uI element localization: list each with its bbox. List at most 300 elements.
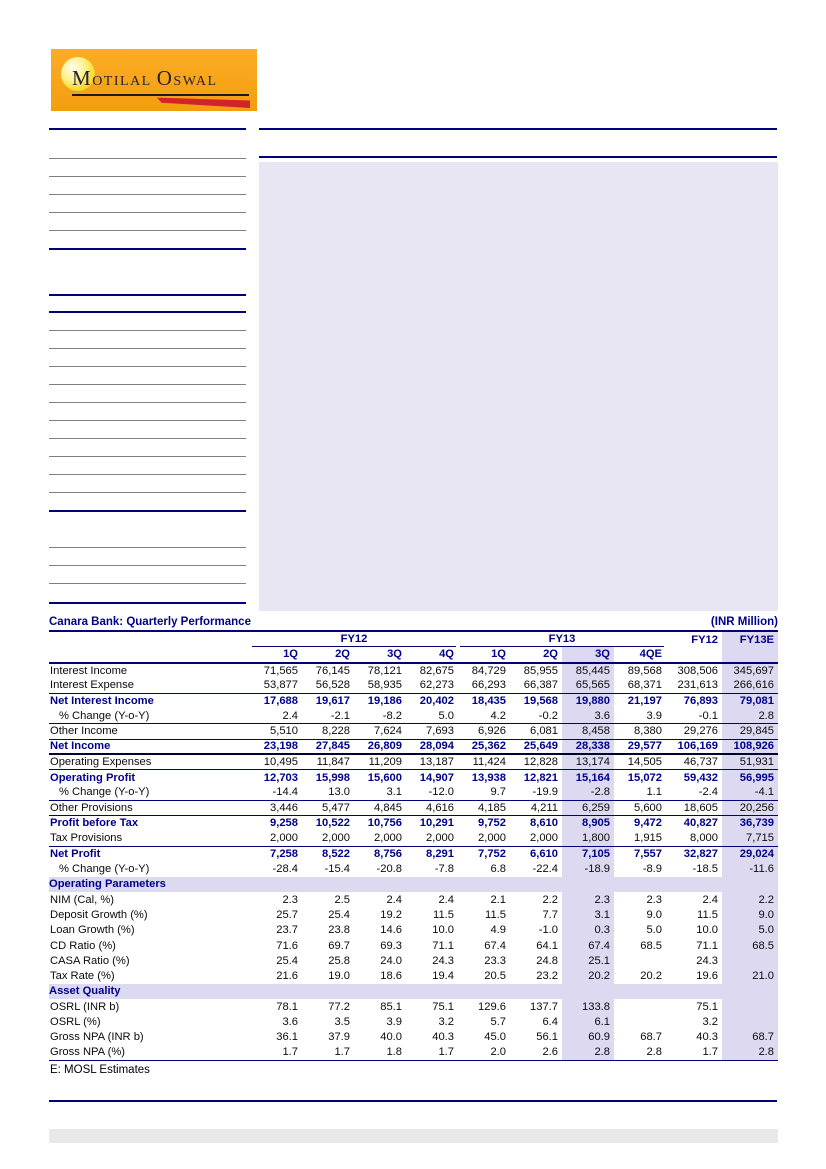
value-cell: 76,893 [683, 695, 718, 708]
value-cell: 6,081 [510, 724, 562, 739]
row-label: CD Ratio (%) [50, 939, 116, 952]
value-cell: 24.3 [432, 954, 454, 967]
value-cell: 14,505 [614, 754, 666, 769]
value-cell: 58,935 [354, 678, 406, 693]
value-cell: 78.1 [276, 1000, 298, 1013]
row-label: Other Income [49, 724, 250, 739]
value-cell: 23.3 [484, 954, 506, 967]
value-cell: 5,600 [614, 800, 666, 815]
value-cell: 29,276 [666, 724, 722, 739]
redacted-text-line [49, 565, 246, 566]
section-header-label: Asset Quality [49, 984, 778, 999]
value-cell: 23.8 [328, 924, 350, 937]
value-cell: 4.2 [458, 708, 510, 723]
table-row [49, 739, 778, 754]
row-label: Net Interest Income [50, 695, 154, 708]
row-label: CASA Ratio (%) [50, 954, 130, 967]
value-cell: -8.9 [642, 863, 662, 876]
redacted-rule-navy [49, 248, 246, 250]
value-cell: 77.2 [328, 1000, 350, 1013]
value-cell: 18,435 [471, 695, 506, 708]
table-row [49, 816, 778, 831]
quarter-column-header: 1Q [458, 647, 510, 662]
value-cell: 6.8 [490, 863, 506, 876]
logo-letters: SWAL [173, 74, 218, 89]
value-cell: 12,828 [510, 754, 562, 769]
value-cell: 2.8 [722, 708, 778, 723]
section-header-label: Operating Parameters [49, 877, 778, 892]
value-cell: 19,880 [562, 693, 614, 708]
value-cell: 15,998 [315, 771, 350, 784]
value-cell: 137.7 [530, 1000, 558, 1013]
redacted-text-line [49, 583, 246, 584]
value-cell: 9,258 [270, 817, 298, 830]
value-cell: -4.1 [722, 785, 778, 800]
logo-letter: M [72, 66, 93, 90]
value-cell: 79,081 [722, 693, 778, 708]
value-cell: 23,198 [250, 739, 302, 754]
table-row [49, 785, 778, 800]
logo-brand-text [72, 65, 250, 95]
redacted-rule-navy [49, 294, 246, 296]
table-row [49, 1014, 778, 1029]
value-cell: 24.8 [536, 954, 558, 967]
row-label: Net Profit [50, 848, 101, 861]
value-cell: 3.1 [354, 785, 406, 800]
redacted-text-line [49, 456, 246, 457]
table-row [49, 663, 778, 678]
value-cell: 36.1 [276, 1031, 298, 1044]
value-cell: 89,568 [627, 664, 662, 677]
value-cell: 7,557 [634, 848, 662, 861]
value-cell: 40.0 [380, 1031, 402, 1044]
table-row [49, 907, 778, 922]
redacted-rule-navy [49, 510, 246, 512]
value-cell: 10,495 [250, 754, 302, 769]
value-cell: 3.2 [702, 1016, 718, 1029]
value-cell: 10,756 [367, 817, 402, 830]
value-cell: 15,164 [562, 770, 614, 785]
quarter-column-header: 4Q [406, 647, 458, 662]
value-cell: 2.4 [438, 893, 454, 906]
value-cell: 8,522 [322, 848, 350, 861]
row-label: Loan Growth (%) [50, 924, 135, 937]
table-row [49, 923, 778, 938]
value-cell: 18.6 [380, 970, 402, 983]
value-cell: 66,387 [510, 678, 562, 693]
value-cell: 25.4 [276, 954, 298, 967]
quarter-header-row [49, 647, 778, 662]
table-row [49, 770, 778, 785]
value-cell: 25.1 [562, 953, 614, 968]
value-cell: 1.7 [302, 1045, 354, 1060]
value-cell: 14,907 [419, 771, 454, 784]
value-cell: 11,209 [354, 754, 406, 769]
value-cell: 266,616 [722, 678, 778, 693]
value-cell: 56.1 [536, 1031, 558, 1044]
value-cell: 64.1 [536, 939, 558, 952]
value-cell: 3.6 [282, 1016, 298, 1029]
value-cell: 106,169 [666, 739, 722, 754]
value-cell: 20.5 [484, 970, 506, 983]
value-cell: 5,510 [250, 724, 302, 739]
value-cell: 1.7 [666, 1045, 722, 1060]
value-cell: 19.2 [380, 908, 402, 921]
value-cell: 8,458 [562, 724, 614, 739]
row-label: Other Provisions [49, 800, 250, 815]
value-cell: 19,568 [523, 695, 558, 708]
value-cell: -2.8 [562, 785, 614, 800]
table-title-bar [49, 612, 778, 632]
value-cell: 13,187 [406, 754, 458, 769]
row-label: Operating Profit [50, 771, 136, 784]
value-cell: 11,847 [302, 754, 354, 769]
value-cell: -1.0 [538, 924, 558, 937]
table-cell [49, 632, 250, 647]
annual-column-header: FY12 [691, 633, 718, 646]
redacted-rule-navy [49, 311, 246, 313]
redacted-text-line [49, 402, 246, 403]
value-cell: 25.7 [276, 908, 298, 921]
redacted-text-line [49, 420, 246, 421]
value-cell: 8,756 [374, 848, 402, 861]
table-cell [666, 647, 722, 662]
value-cell: 15,600 [367, 771, 402, 784]
value-cell [614, 953, 666, 968]
value-cell: 2.3 [562, 892, 614, 907]
value-cell: 9.7 [458, 785, 510, 800]
value-cell: 3.9 [386, 1016, 402, 1029]
value-cell: 1,800 [562, 831, 614, 846]
table-row [49, 892, 778, 907]
redacted-text-line [49, 212, 246, 213]
table-row [49, 969, 778, 984]
value-cell: 4,185 [458, 800, 510, 815]
table-row [49, 724, 778, 739]
value-cell: 2.8 [614, 1045, 666, 1060]
value-cell: 345,697 [722, 663, 778, 678]
redacted-rule-navy [259, 128, 777, 130]
value-cell: 1.7 [250, 1045, 302, 1060]
value-cell: 27,845 [302, 739, 354, 754]
row-label: OSRL (%) [50, 1016, 101, 1029]
value-cell: 13,174 [562, 754, 614, 769]
value-cell: 8,905 [562, 816, 614, 831]
value-cell: 231,613 [666, 678, 722, 693]
value-cell: 3,446 [250, 800, 302, 815]
value-cell: 7,715 [722, 831, 778, 846]
table-row [49, 800, 778, 815]
logo-swoosh-icon [157, 97, 250, 108]
value-cell: 3.5 [334, 1016, 350, 1029]
redacted-rule-navy [49, 128, 246, 130]
redacted-content-panel [259, 162, 778, 611]
value-cell: 2.1 [490, 893, 506, 906]
value-cell: 12,821 [523, 771, 558, 784]
value-cell: 62,273 [406, 678, 458, 693]
table-cell [722, 647, 778, 662]
value-cell: 40,827 [683, 817, 718, 830]
value-cell: 69.7 [328, 939, 350, 952]
table-row [49, 754, 778, 769]
value-cell: 68.7 [722, 1030, 778, 1045]
row-label: % Change (Y-o-Y) [49, 785, 250, 800]
value-cell: 2,000 [458, 831, 510, 846]
value-cell [722, 953, 778, 968]
value-cell: -12.0 [406, 785, 458, 800]
value-cell: 71.1 [696, 939, 718, 952]
table-row [49, 1045, 778, 1060]
value-cell: 78,121 [367, 664, 402, 677]
value-cell: 29,024 [722, 846, 778, 861]
value-cell: 68.5 [640, 939, 662, 952]
value-cell: -11.6 [722, 861, 778, 876]
table-footnote: E: MOSL Estimates [50, 1063, 150, 1076]
value-cell: 2.4 [386, 893, 402, 906]
value-cell: -7.8 [434, 863, 454, 876]
value-cell: 5.7 [490, 1016, 506, 1029]
value-cell: 129.6 [478, 1000, 506, 1013]
value-cell: 2.0 [458, 1045, 510, 1060]
value-cell: 67.4 [562, 938, 614, 953]
value-cell: 11.5 [697, 908, 718, 921]
value-cell: 37.9 [328, 1031, 350, 1044]
redacted-text-line [49, 547, 246, 548]
redacted-rule-navy [49, 602, 246, 604]
value-cell: 20,256 [722, 800, 778, 815]
row-label: Interest Expense [49, 678, 250, 693]
value-cell: 10.0 [432, 924, 454, 937]
logo-letters: OTILAL [92, 74, 152, 89]
row-label: Tax Provisions [49, 831, 250, 846]
value-cell: 24.3 [696, 954, 718, 967]
value-cell: 45.0 [484, 1031, 506, 1044]
value-cell: 24.0 [380, 954, 402, 967]
value-cell: 2.6 [510, 1045, 562, 1060]
value-cell: 19.0 [328, 970, 350, 983]
value-cell: 29,577 [614, 739, 666, 754]
value-cell: 7,258 [270, 848, 298, 861]
section-header-row [49, 984, 778, 999]
value-cell: 11.5 [433, 908, 454, 921]
value-cell: 10,522 [315, 817, 350, 830]
value-cell: 25.4 [328, 908, 350, 921]
table-row [49, 831, 778, 846]
value-cell: 6.4 [542, 1016, 558, 1029]
table-row [49, 953, 778, 968]
value-cell: -18.5 [692, 863, 718, 876]
value-cell: 3.9 [614, 708, 666, 723]
value-cell: -0.1 [666, 708, 722, 723]
fiscal-year-label: FY13 [460, 633, 664, 647]
value-cell: 3.1 [562, 907, 614, 922]
value-cell: 1,915 [614, 831, 666, 846]
quarterly-table [49, 632, 778, 1061]
value-cell: 133.8 [562, 999, 614, 1014]
value-cell: 51,931 [722, 754, 778, 769]
value-cell: 23.2 [536, 970, 558, 983]
value-cell: 13.0 [302, 785, 354, 800]
value-cell: 5.0 [646, 924, 662, 937]
value-cell: 7,105 [562, 846, 614, 861]
table-row [49, 938, 778, 953]
row-label: Net Income [49, 739, 250, 754]
value-cell: 66,293 [458, 678, 510, 693]
value-cell: 11.5 [485, 908, 506, 921]
redacted-text-line [49, 194, 246, 195]
value-cell: 3.2 [438, 1016, 454, 1029]
value-cell: 11,424 [458, 754, 510, 769]
value-cell: 2.4 [250, 708, 302, 723]
value-cell: 18,605 [666, 800, 722, 815]
value-cell: 84,729 [471, 664, 506, 677]
value-cell [722, 1014, 778, 1029]
value-cell: -22.4 [532, 863, 558, 876]
row-label: Interest Income [50, 664, 128, 677]
table-row [49, 708, 778, 723]
row-label: % Change (Y-o-Y) [59, 863, 150, 876]
value-cell: 2,000 [302, 831, 354, 846]
redacted-text-line [49, 348, 246, 349]
value-cell: 10,291 [419, 817, 454, 830]
value-cell: 71,565 [263, 664, 298, 677]
value-cell: 85.1 [380, 1000, 402, 1013]
value-cell: 8,228 [302, 724, 354, 739]
value-cell: -2.1 [302, 708, 354, 723]
value-cell: -15.4 [324, 863, 350, 876]
value-cell: -14.4 [250, 785, 302, 800]
value-cell: 67.4 [484, 939, 506, 952]
value-cell: 1.1 [614, 785, 666, 800]
value-cell: 21.6 [276, 970, 298, 983]
value-cell: 28,094 [406, 739, 458, 754]
value-cell: 2,000 [250, 831, 302, 846]
value-cell: 32,827 [683, 848, 718, 861]
value-cell: 9,752 [478, 817, 506, 830]
value-cell: 2.8 [562, 1045, 614, 1060]
value-cell: 28,338 [562, 739, 614, 754]
value-cell: 21.0 [722, 969, 778, 984]
value-cell: -20.8 [376, 863, 402, 876]
value-cell: 2.3 [646, 893, 662, 906]
redacted-text-line [49, 330, 246, 331]
quarterly-performance-report [49, 612, 778, 1076]
value-cell: 5.0 [722, 923, 778, 938]
table-cell [49, 647, 250, 662]
row-label: Tax Rate (%) [50, 970, 115, 983]
redacted-text-line [49, 176, 246, 177]
redacted-text-line [49, 492, 246, 493]
value-cell: -2.4 [666, 785, 722, 800]
value-cell: 65,565 [562, 678, 614, 693]
value-cell: 85,955 [523, 664, 558, 677]
value-cell [614, 999, 666, 1014]
table-row [49, 999, 778, 1014]
quarter-column-header: 2Q [510, 647, 562, 662]
value-cell: 23.7 [276, 924, 298, 937]
value-cell: 3.6 [562, 708, 614, 723]
value-cell: 2,000 [406, 831, 458, 846]
value-cell [614, 1014, 666, 1029]
table-row [49, 693, 778, 708]
value-cell: 1.8 [354, 1045, 406, 1060]
row-label: OSRL (INR b) [50, 1000, 120, 1013]
value-cell: -28.4 [272, 863, 298, 876]
row-label: Operating Expenses [49, 754, 250, 769]
value-cell: 68.7 [640, 1031, 662, 1044]
redacted-text-line [49, 474, 246, 475]
table-row [49, 861, 778, 876]
value-cell: 9,472 [634, 817, 662, 830]
table-unit-label: (INR Million) [710, 616, 778, 628]
value-cell: 308,506 [677, 664, 718, 677]
value-cell: 19.4 [432, 970, 454, 983]
fiscal-year-group-header [458, 632, 666, 647]
value-cell: 56,528 [302, 678, 354, 693]
table-title: Canara Bank: Quarterly Performance [49, 616, 251, 628]
quarter-column-header: 3Q [354, 647, 406, 662]
section-header-row [49, 877, 778, 892]
value-cell: 6,259 [562, 800, 614, 815]
value-cell: 46,737 [666, 754, 722, 769]
value-cell: 7.7 [542, 908, 558, 921]
value-cell: -0.2 [510, 708, 562, 723]
value-cell: 2,000 [354, 831, 406, 846]
value-cell: 20.2 [640, 970, 662, 983]
value-cell: 7,752 [478, 848, 506, 861]
value-cell: 19,617 [315, 695, 350, 708]
logo-letter: O [156, 66, 174, 90]
redacted-text-line [49, 438, 246, 439]
value-cell: 14.6 [380, 924, 402, 937]
value-cell: 40.3 [432, 1031, 454, 1044]
value-cell: 8,000 [666, 831, 722, 846]
quarter-column-header: 3Q [562, 647, 614, 662]
value-cell: 8,291 [426, 848, 454, 861]
value-cell: 2.5 [334, 893, 350, 906]
table-row [49, 1030, 778, 1045]
value-cell: 5,477 [302, 800, 354, 815]
quarter-column-header: 4QE [614, 647, 666, 662]
value-cell: 8,380 [614, 724, 666, 739]
value-cell: 40.3 [696, 1031, 718, 1044]
value-cell: 2.4 [702, 893, 718, 906]
row-label: Gross NPA (INR b) [50, 1031, 144, 1044]
value-cell: 12,703 [263, 771, 298, 784]
value-cell: 7,693 [406, 724, 458, 739]
value-cell: 36,739 [722, 816, 778, 831]
value-cell: 10.0 [696, 924, 718, 937]
value-cell: 2,000 [510, 831, 562, 846]
row-label: Deposit Growth (%) [50, 908, 148, 921]
value-cell: 19.6 [696, 970, 718, 983]
value-cell: 7,624 [354, 724, 406, 739]
redacted-text-line [49, 384, 246, 385]
value-cell: 71.6 [276, 939, 298, 952]
quarter-column-header: 2Q [302, 647, 354, 662]
motilal-oswal-logo [51, 49, 257, 111]
value-cell: 85,445 [562, 663, 614, 678]
value-cell: 17,688 [263, 695, 298, 708]
value-cell: 4.9 [490, 924, 506, 937]
row-label: NIM (Cal, %) [50, 893, 115, 906]
value-cell: 9.0 [722, 907, 778, 922]
value-cell: 29,845 [722, 724, 778, 739]
quarter-column-header: 1Q [250, 647, 302, 662]
value-cell: 56,995 [722, 770, 778, 785]
value-cell: 68,371 [614, 678, 666, 693]
value-cell: 20.2 [562, 969, 614, 984]
